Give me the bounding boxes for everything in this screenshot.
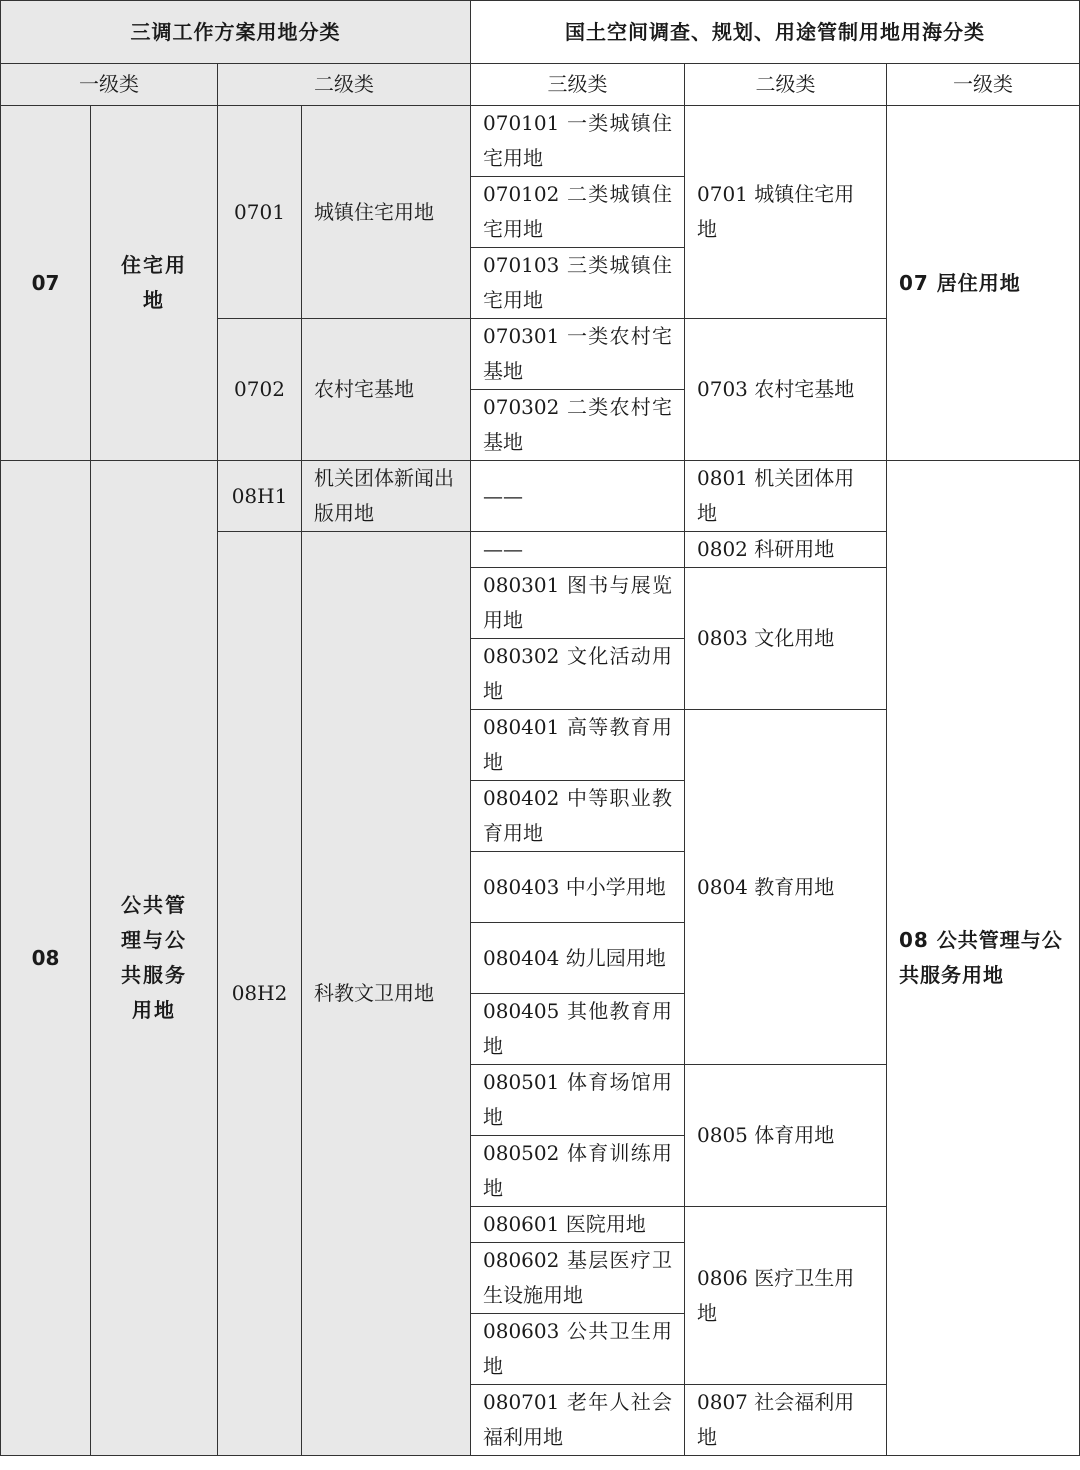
header-right-title: 国土空间调查、规划、用途管制用地用海分类: [471, 1, 1080, 64]
old-level2-code: 08H2: [218, 532, 302, 1456]
table-row: [1, 461, 1080, 532]
new-level2-item: 0804 教育用地: [685, 710, 887, 1065]
new-level1-item: 08 公共管理与公共服务用地: [887, 461, 1080, 1456]
new-level3-item: 080401 高等教育用地: [471, 710, 685, 781]
new-level3-item: 070102 二类城镇住宅用地: [471, 177, 685, 248]
old-level2-name: 城镇住宅用地: [302, 106, 471, 319]
new-level3-item: 080602 基层医疗卫生设施用地: [471, 1243, 685, 1314]
new-level3-item: 080402 中等职业教育用地: [471, 781, 685, 852]
old-level2-name: 农村宅基地: [302, 319, 471, 461]
old-level1-name: 住宅用地: [91, 106, 218, 461]
subheader-left-level1: 一级类: [1, 64, 218, 106]
new-level3-item: 070301 一类农村宅基地: [471, 319, 685, 390]
new-level3-item: ——: [471, 461, 685, 532]
new-level3-item: 080701 老年人社会福利用地: [471, 1385, 685, 1456]
new-level2-item: 0803 文化用地: [685, 568, 887, 710]
old-level2-name: 机关团体新闻出版用地: [302, 461, 471, 532]
old-level2-name: 科教文卫用地: [302, 532, 471, 1456]
new-level2-item: 0807 社会福利用地: [685, 1385, 887, 1456]
new-level3-item: 080501 体育场馆用地: [471, 1065, 685, 1136]
new-level3-item: 080301 图书与展览用地: [471, 568, 685, 639]
new-level3-item: 080502 体育训练用地: [471, 1136, 685, 1207]
subheader-left-level2: 二级类: [218, 64, 471, 106]
subheader-right-level2: 二级类: [685, 64, 887, 106]
header-left-title: 三调工作方案用地分类: [1, 1, 471, 64]
new-level3-item: 080302 文化活动用地: [471, 639, 685, 710]
old-level2-code: 0701: [218, 106, 302, 319]
new-level3-item: 070302 二类农村宅基地: [471, 390, 685, 461]
old-level1-name: 公共管理与公共服务用地: [91, 461, 218, 1456]
new-level3-item: 080405 其他教育用地: [471, 994, 685, 1065]
new-level2-item: 0805 体育用地: [685, 1065, 887, 1207]
new-level3-item: 080404 幼儿园用地: [471, 923, 685, 994]
new-level3-item: 080403 中小学用地: [471, 852, 685, 923]
subheader-right-level1: 一级类: [887, 64, 1080, 106]
old-level1-code: 07: [1, 106, 91, 461]
new-level2-item: 0806 医疗卫生用地: [685, 1207, 887, 1385]
new-level2-item: 0801 机关团体用地: [685, 461, 887, 532]
new-level3-item: ——: [471, 532, 685, 568]
old-level2-code: 0702: [218, 319, 302, 461]
new-level3-item: 070103 三类城镇住宅用地: [471, 248, 685, 319]
old-level2-code: 08H1: [218, 461, 302, 532]
new-level3-item: 070101 一类城镇住宅用地: [471, 106, 685, 177]
new-level3-item: 080603 公共卫生用地: [471, 1314, 685, 1385]
new-level3-item: 080601 医院用地: [471, 1207, 685, 1243]
new-level2-item: 0701 城镇住宅用地: [685, 106, 887, 319]
subheader-right-level3: 三级类: [471, 64, 685, 106]
new-level1-item: 07 居住用地: [887, 106, 1080, 461]
new-level2-item: 0802 科研用地: [685, 532, 887, 568]
new-level2-item: 0703 农村宅基地: [685, 319, 887, 461]
table-row: [1, 106, 1080, 177]
old-level1-code: 08: [1, 461, 91, 1456]
